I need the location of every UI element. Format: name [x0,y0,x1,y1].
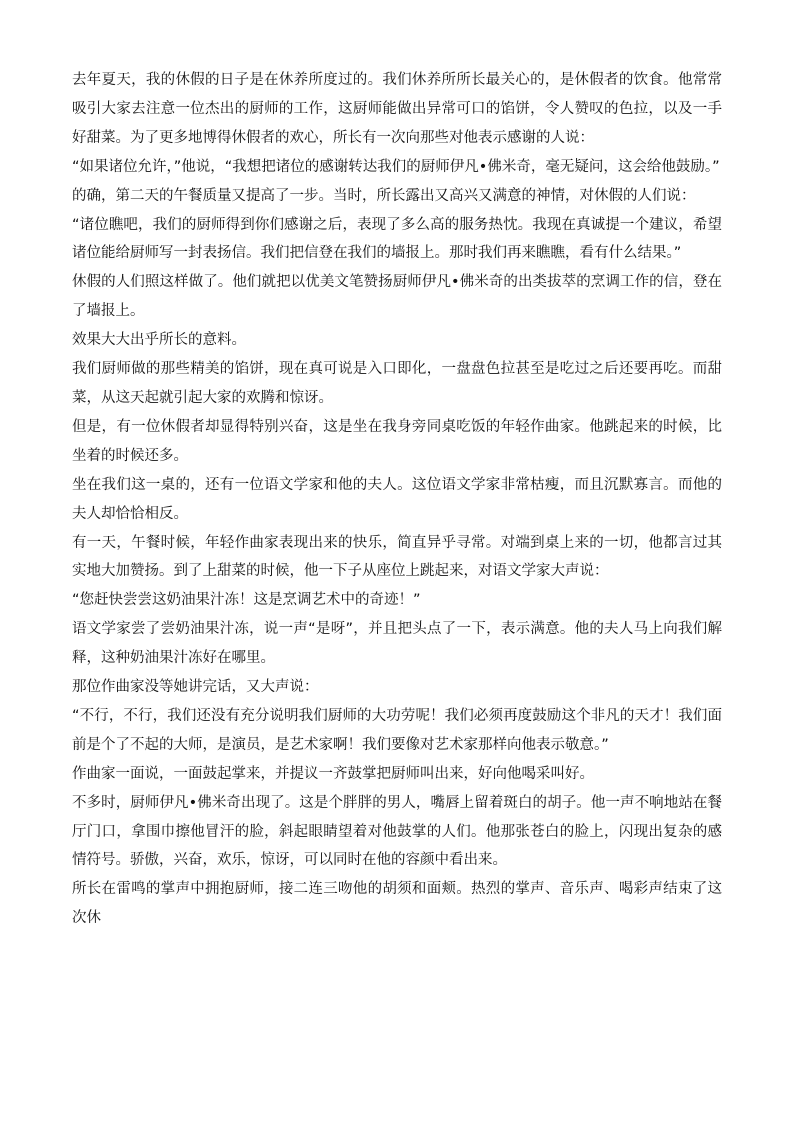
paragraph-8: 但是，有一位休假者却显得特别兴奋，这是坐在我身旁同桌吃饭的年轻作曲家。他跳起来的时候，比坐着的时候还多。 [72,418,722,464]
paragraph-2: “如果诸位允许，”他说，“我想把诸位的感谢转达我们的厨师伊凡•佛米奇，毫无疑问，这会给他鼓励。” [72,158,720,175]
paragraph-15: 作曲家一面说，一面鼓起掌来，并提议一齐鼓掌把厨师叫出来，好向他喝采叫好。 [72,765,594,782]
paragraph-6: 效果大大出乎所长的意料。 [72,332,246,349]
paragraph-12: 语文学家尝了尝奶油果汁冻，说一声“是呀”，并且把头点了一下，表示满意。他的夫人马上向我们解释，这种奶油果汁冻好在哪里。 [72,621,722,667]
paragraph-17: 所长在雷鸣的掌声中拥抱厨师，接二连三吻他的胡须和面颊。热烈的掌声、音乐声、喝彩声结束了这次休 [72,881,722,927]
paragraph-5: 休假的人们照这样做了。他们就把以优美文笔赞扬厨师伊凡•佛米奇的出类拔萃的烹调工作的信，登在了墙报上。 [72,274,722,320]
document-page [72,66,722,933]
paragraph-1: 去年夏天，我的休假的日子是在休养所度过的。我们休养所所长最关心的，是休假者的饮食。他常常吸引大家去注意一位杰出的厨师的工作，这厨师能做出异常可口的馅饼，令人赞叹的色拉，以及一手好甜菜。为了更多地博得休假者的欢心，所长有一次向那些对他表示感谢的人说： [72,72,722,146]
paragraph-14: “不行，不行，我们还没有充分说明我们厨师的大功劳呢！我们必须再度鼓励这个非凡的天才！我们面前是个了不起的大师，是演员，是艺术家啊！我们要像对艺术家那样向他表示敬意。” [72,707,722,753]
paragraph-7: 我们厨师做的那些精美的馅饼，现在真可说是入口即化，一盘盘色拉甚至是吃过之后还要再吃。而甜菜，从这天起就引起大家的欢腾和惊讶。 [72,361,722,406]
paragraph-11: “您赶快尝尝这奶油果汁冻！这是烹调艺术中的奇迹！” [72,592,421,609]
paragraph-3: 的确，第二天的午餐质量又提高了一步。当时，所长露出又高兴又满意的神情，对休假的人们说： [72,187,696,204]
paragraph-9: 坐在我们这一桌的，还有一位语文学家和他的夫人。这位语文学家非常枯瘦，而且沉默寡言。而他的夫人却恰恰相反。 [72,476,722,522]
paragraph-16: 不多时，厨师伊凡•佛米奇出现了。这是个胖胖的男人，嘴唇上留着斑白的胡子。他一声不响地站在餐厅门口，拿围巾擦他冒汗的脸，斜起眼睛望着对他鼓掌的人们。他那张苍白的脸上，闪现出复杂的感情符号。骄傲，兴奋，欢乐，惊讶，可以同时在他的容颜中看出来。 [72,794,722,869]
paragraph-4: “诸位瞧吧，我们的厨师得到你们感谢之后，表现了多么高的服务热忱。我现在真诚提一个建议，希望诸位能给厨师写一封表扬信。我们把信登在我们的墙报上。那时我们再来瞧瞧，看有什么结果。” [72,216,722,262]
paragraph-13: 那位作曲家没等她讲完话，又大声说： [72,679,319,696]
paragraph-10: 有一天，午餐时候，年轻作曲家表现出来的快乐，简直异乎寻常。对端到桌上来的一切，他都言过其实地大加赞扬。到了上甜菜的时候，他一下子从座位上跳起来，对语文学家大声说： [72,534,722,580]
